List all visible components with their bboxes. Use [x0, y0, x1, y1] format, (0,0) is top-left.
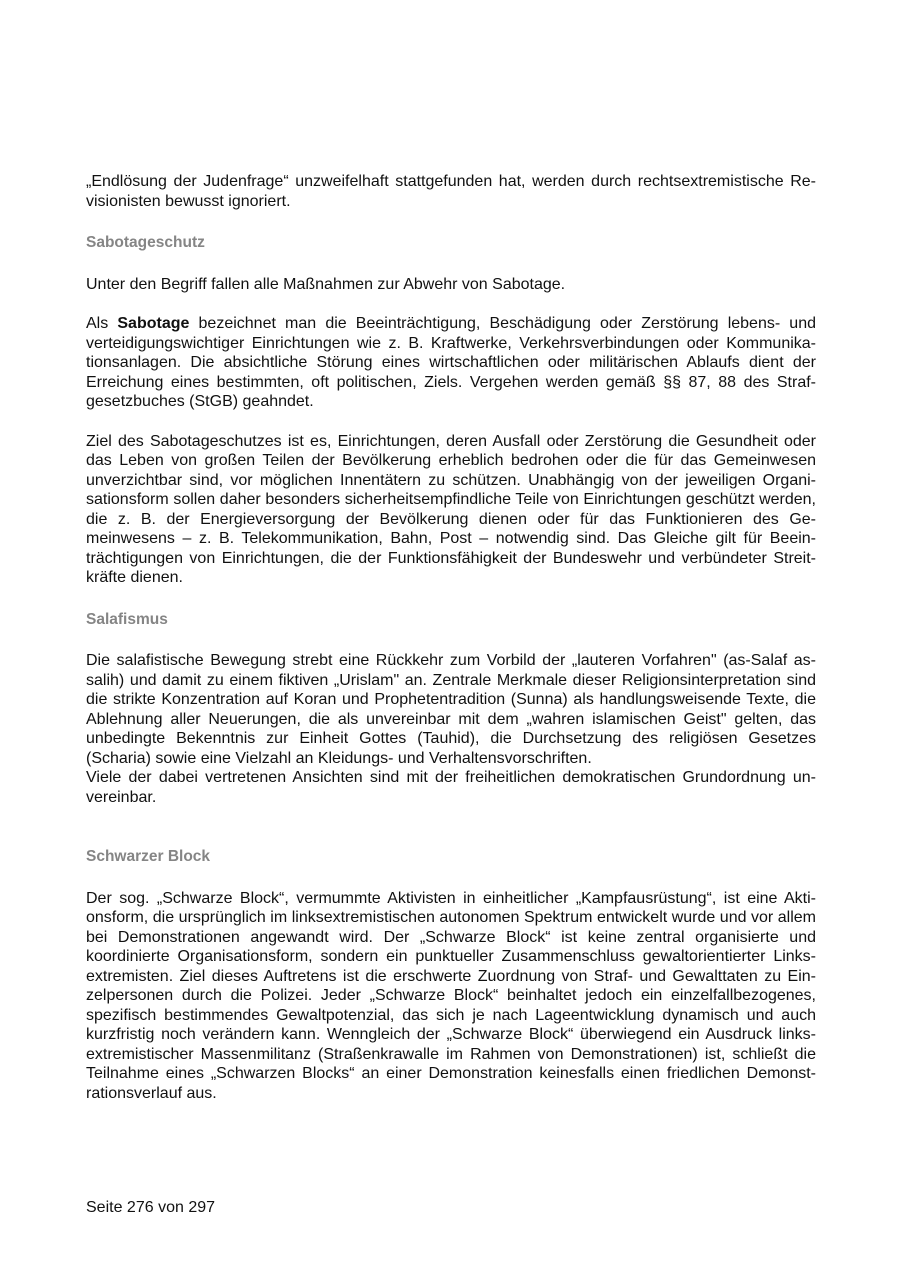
page-footer — [86, 1198, 215, 1218]
footer-page-number: 276 — [126, 1199, 154, 1216]
spacer — [86, 294, 816, 314]
salafismus-paragraph: Die salafistische Bewegung strebt eine Rückkehr zum Vorbild der „lauteren Vorfahren" (as-Salaf assalih) und damit zu einem fiktiven „Urislam" an. Zentrale Merkmale dieser Religionsinterpretation sind die strikte Konzentration auf Koran und Prophetentradition (Sunna) als handlungsweisende Texte, die Ablehnung aller Neuerungen, die als unvereinbar mit dem „wahren islamischen Geist" gelten, das unbedingte Bekenntnis zur Einheit Gottes (Tauhid), die Durchsetzung des religiösen Gesetzes (Scharia) sowie eine Vielzahl an Kleidungs- und Verhaltensvorschriften. — [86, 652, 816, 767]
sabotage-prefix: Als — [86, 315, 118, 332]
sabotage-term: Sabotage — [117, 315, 190, 332]
sabotageschutz-goal: Ziel des Sabotageschutzes ist es, Einrichtungen, deren Ausfall oder Zerstörung die Gesundheit oder das Leben von großen Teilen der Bevölkerung erheblich bedrohen oder die für das Gemeinwesen unverzichtbar sind, vor möglichen Innentätern zu schützen. Unabhängig von der jeweiligen Organisationsform sollen daher besonders sicherheitsempfindliche Teile von Einrichtungen geschützt werden, die z. B. der Energieversorgung der Bevölkerung dienen oder für das Funktionieren des Gemeinwesens – z. B. Telekommunikation, Bahn, Post – notwendig sind. Das Gleiche gilt für Beeinträchtigungen von Einrichtungen, die der Funktionsfähigkeit der Bundeswehr und verbündeter Streitkräfte dienen. — [86, 432, 816, 586]
heading-sabotageschutz: Sabotageschutz — [86, 234, 205, 251]
spacer — [86, 211, 816, 233]
intro-paragraph: „Endlösung der Judenfrage“ unzweifelhaft stattgefunden hat, werden durch rechtsextremistische Revisionisten bewusst ignoriert. — [86, 173, 816, 210]
document-page — [86, 172, 816, 1103]
spacer — [86, 588, 816, 610]
spacer — [86, 867, 816, 889]
spacer — [86, 629, 816, 651]
salafismus-paragraph-2: Viele der dabei vertretenen Ansichten sind mit der freiheitlichen demokratischen Grundordnung unvereinbar. — [86, 769, 816, 806]
spacer — [86, 807, 816, 847]
footer-label: Seite — [86, 1199, 123, 1216]
schwarzer-block-paragraph: Der sog. „Schwarze Block“, vermummte Aktivisten in einheitlicher „Kampfausrüstung“, ist eine Aktionsform, die ursprünglich im linksextremistischen autonomen Spektrum entwickelt wurde und vor allem bei Demonstrationen angewandt wird. Der „Schwarze Block“ ist keine zentral organisierte und koordinierte Organisationsform, sondern ein punktueller Zusammenschluss gewaltorientierter Linksextremisten. Ziel dieses Auftretens ist die erschwerte Zuordnung von Straf- und Gewalttaten zu Einzelpersonen durch die Polizei. Jeder „Schwarze Block“ beinhaltet jedoch ein einzelfallbezogenes, spezifisch bestimmendes Gewaltpotenzial, das sich je nach Lageentwicklung dynamisch und auch kurzfristig noch verändern kann. Wenngleich der „Schwarze Block“ überwiegend ein Ausdruck linksextremistischer Massenmilitanz (Straßenkrawalle im Rahmen von Demonstrationen) ist, schließt die Teilnahme eines „Schwarzen Blocks“ an einer Demonstration keinesfalls einen friedlichen Demonstrationsverlauf aus. — [86, 889, 816, 1102]
footer-separator: von — [158, 1199, 184, 1216]
sabotage-rest: bezeichnet man die Beeinträchtigung, Beschädigung oder Zerstörung lebens- und verteidigungswichtiger Einrichtungen wie z. B. Kraftwerke, Verkehrsverbindungen oder Kommunikationsanlagen. Die absichtliche Störung eines wirtschaftlichen oder militärischen Ablaufs dient der Erreichung eines bestimmten, oft politischen, Ziels. Vergehen werden gemäß §§ 87, 88 des Strafgesetzbuches (StGB) geahndet. — [86, 315, 817, 410]
sabotage-paragraph — [86, 314, 816, 412]
sabotageschutz-definition: Unter den Begriff fallen alle Maßnahmen zur Abwehr von Sabotage. — [86, 275, 566, 293]
footer-page-total: 297 — [188, 1199, 216, 1216]
heading-schwarzer-block: Schwarzer Block — [86, 848, 211, 865]
spacer — [86, 253, 816, 275]
spacer — [86, 412, 816, 432]
heading-salafismus: Salafismus — [86, 610, 168, 628]
